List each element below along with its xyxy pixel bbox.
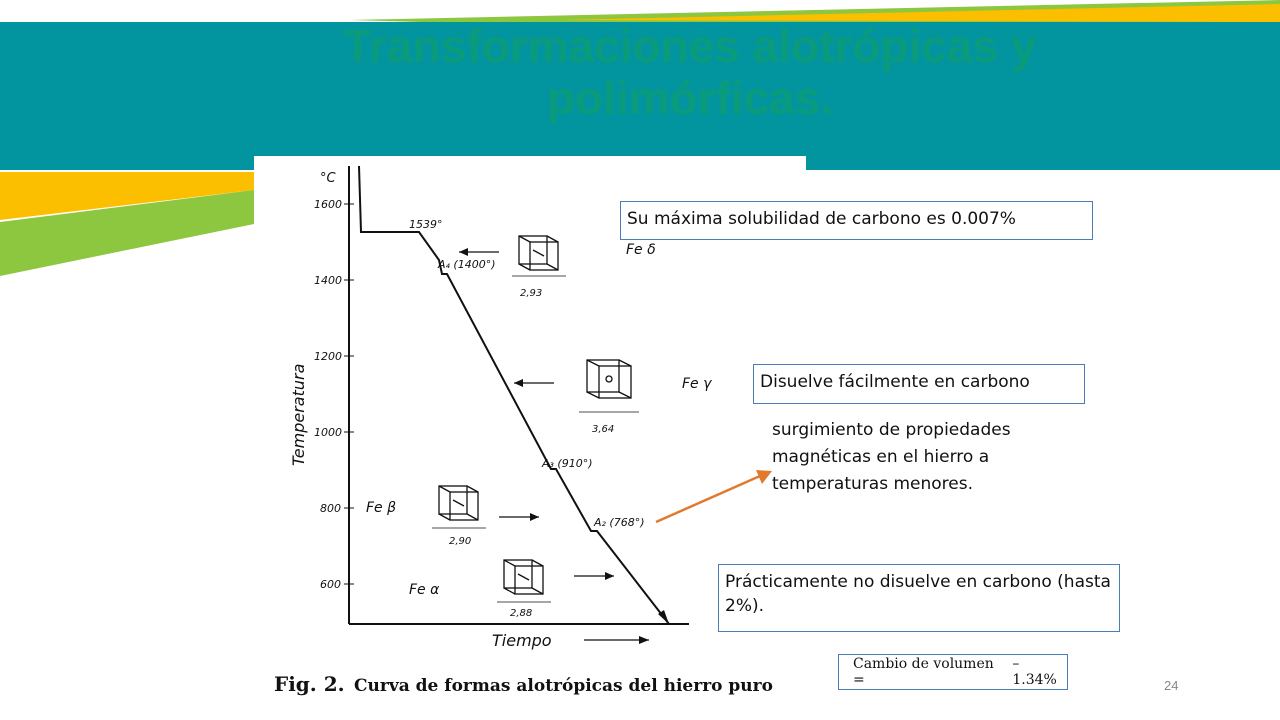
figure-caption-text: Curva de formas alotrópicas del hierro puro [354,676,773,696]
callout-barely-dissolves: Prácticamente no disuelve en carbono (hasta 2%). [718,564,1120,632]
phase-beta-label: Fe β [366,500,397,516]
magnetic-properties-text: surgimiento de propiedades magnéticas en el hierro a temperaturas menores. [772,420,1011,494]
unit-label: °C [320,171,336,186]
phase-alpha-label: Fe α [409,582,440,598]
lattice-gamma-value: 3,64 [592,424,615,435]
tick-1200: 1200 [314,350,342,363]
tick-600: 600 [320,578,341,591]
lattice-beta-value: 2,90 [449,536,472,547]
a2-point-label: A₂ (768°) [594,516,645,529]
lattice-alpha [497,560,551,602]
lattice-gamma [579,360,639,412]
tick-1600: 1600 [314,198,342,211]
a3-point-label: A₃ (910°) [542,457,593,470]
phase-gamma-label: Fe γ [682,376,712,392]
tick-1400: 1400 [314,274,342,287]
lattice-alpha-value: 2,88 [510,608,533,619]
callout-dissolves: Disuelve fácilmente en carbono [753,364,1085,404]
slide-title: Transformaciones alotrópicas y polimórficas. [343,20,1037,124]
lattice-delta [512,236,566,276]
tick-800: 800 [320,502,341,515]
volume-change-label: Cambio de volumen = [853,656,994,688]
lattice-beta [432,486,486,528]
page-number: 24 [1164,678,1179,693]
melt-point-label: 1539° [409,218,443,231]
a4-point-label: A₄ (1400°) [438,258,496,271]
callout-solubility: Su máxima solubilidad de carbono es 0.007% [620,201,1093,240]
lattice-delta-value: 2,93 [520,288,543,299]
y-axis-label: Temperatura [289,363,308,466]
phase-delta-label: Fe δ [626,242,656,258]
volume-change-box [838,654,1068,690]
volume-change-value: – 1.34% [1012,656,1057,688]
x-axis-label: Tiempo [492,631,552,650]
figure-caption-label: Fig. 2. [274,672,345,696]
tick-1000: 1000 [314,426,342,439]
